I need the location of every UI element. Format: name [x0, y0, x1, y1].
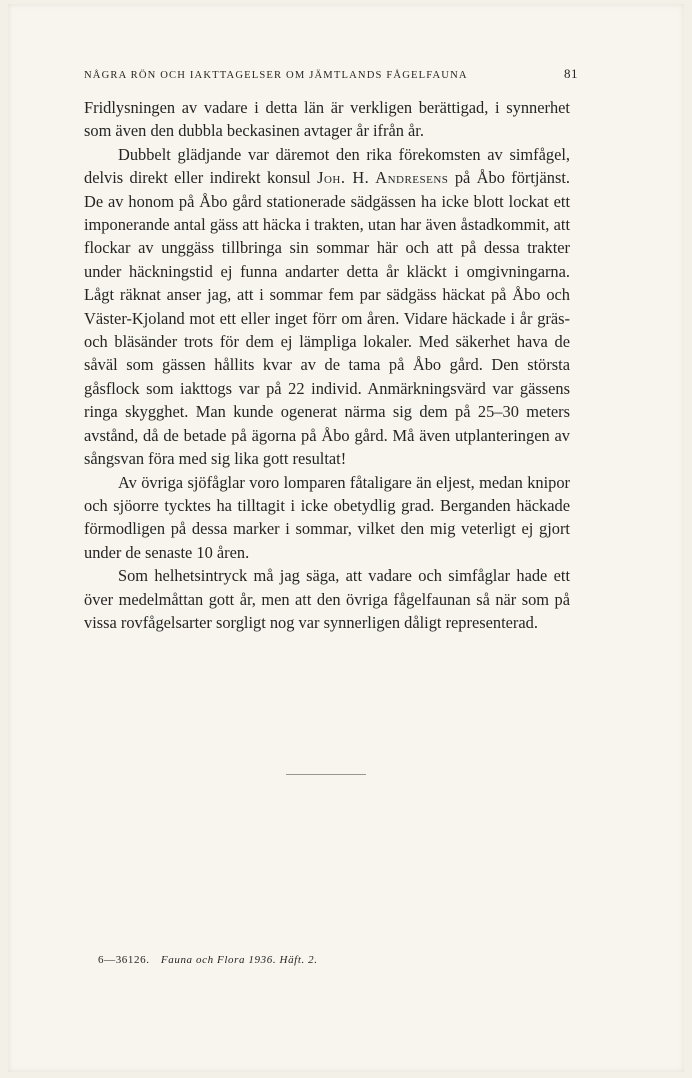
paragraph-2	[84, 143, 570, 471]
footer	[98, 954, 318, 966]
person-name: Joh. H. Andresens	[317, 168, 449, 188]
end-rule	[286, 774, 366, 775]
page-number: 81	[564, 66, 578, 81]
paragraph-4: Som helhetsintryck må jag säga, att vadare och simfåglar hade ett över medelmåttan gott år, men att den övriga fågelfaunan så när som på vissa rovfågelsarter sorgligt nog var synnerligen dåligt representerad.	[84, 566, 570, 632]
article-body	[84, 96, 570, 634]
document-page	[8, 4, 684, 1072]
paragraph-1: Fridlysningen av vadare i detta län är verkligen berättigad, i synnerhet som även den dubbla beckasinen avtager år ifrån år.	[84, 98, 570, 141]
running-head	[84, 66, 578, 82]
running-head-title: NÅGRA RÖN OCH IAKTTAGELSER OM JÄMTLANDS FÅGELFAUNA	[84, 70, 468, 81]
journal-reference: Fauna och Flora 1936. Häft. 2.	[160, 954, 318, 966]
paragraph-2-part-b: på Åbo förtjänst. De av honom på Åbo gård stationerade sädgässen ha icke blott lockat ett imponerande antal gäss att häcka i trakten, utan har även åstadkommit, att flockar av unggäss tillbringa sin sommar här och att på dessa trakter under häckningstid ej funna andarter detta år kläckt i omgivningarna. Lågt räknat anser jag, att i sommar fem par sädgäss häckat på Åbo och Väster-Kjoland mot ett eller inget förr om åren. Vidare häckade i år gräs- och bläsänder trots för dem ej lämpliga lokaler. Med säkerhet hava de såväl som gässen hållits kvar av de tama på Åbo gård. Den största gåsflock som iakttogs var på 22 individ. Anmärkningsvärd var gässens ringa skygghet. Man kunde ogenerat närma sig dem på 25–30 meters avstånd, då de betade på ägorna på Åbo gård. Må även utplanteringen av sångsvan föra med sig lika gott resultat!	[84, 168, 570, 469]
paragraph-3: Av övriga sjöfåglar voro lomparen fåtaligare än eljest, medan knipor och sjöorre tycktes ha tilltagit i icke obetydlig grad. Berganden häckade förmodligen på dessa marker i sommar, vilket den mig veterligt ej gjort under de senaste 10 åren.	[84, 472, 570, 562]
signature-mark: 6—36126.	[98, 954, 150, 966]
paragraph-2-part-a: Dubbelt glädjande var däremot den rika förekomsten av simfågel, delvis direkt eller indirekt konsul	[84, 144, 570, 188]
